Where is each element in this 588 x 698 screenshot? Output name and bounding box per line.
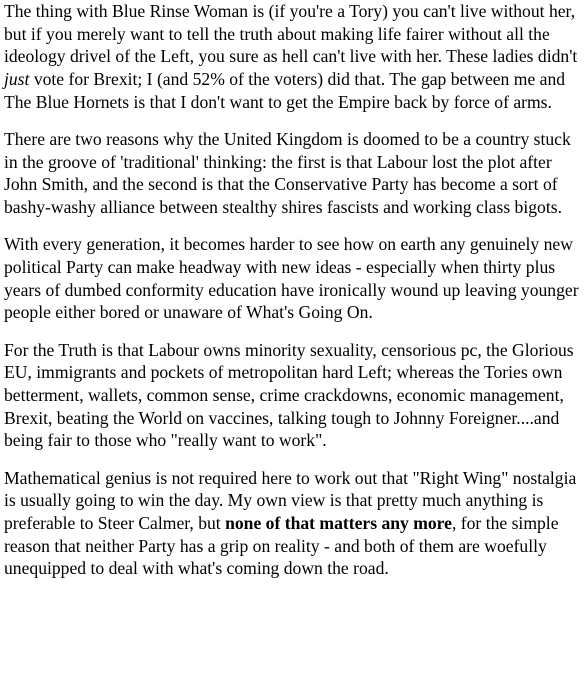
paragraph-5-bold: none of that matters any more xyxy=(225,513,452,534)
paragraph-5-text-a: Mathematical genius is not required here to work out that "Right Wing" nostalgia is usually going to win the day. My own view is that pretty much anything is preferable to Steer Calmer, but xyxy=(4,467,577,534)
paragraph-1 xyxy=(4,0,582,114)
paragraph-1-text-b: vote for Brexit; I (and 52% of the voters) did that. The gap between me and The Blue Hornets is that I don't want to get the Empire back by force of arms. xyxy=(4,69,566,112)
paragraph-3: With every generation, it becomes harder to see how on earth any genuinely new political Party can make headway with new ideas - especially when thirty plus years of dumbed conformity education have ironically wound up leaving younger people either bored or unaware of What's Going On. xyxy=(4,234,579,323)
paragraph-5-text-b: , for the simple reason that neither Party has a grip on reality - and both of them are woefully unequipped to deal with what's coming down the road. xyxy=(4,513,559,579)
paragraph-4: For the Truth is that Labour owns minority sexuality, censorious pc, the Glorious EU, immigrants and pockets of metropolitan hard Left; whereas the Tories own betterment, wallets, common sense, crime crackdowns, economic management, Brexit, beating the World on vaccines, talking tough to Johnny Foreigner....and being fair to those who "really want to work". xyxy=(4,339,574,451)
paragraph-5 xyxy=(4,467,582,581)
paragraph-1-emphasis: just xyxy=(4,69,30,90)
paragraph-2: There are two reasons why the United Kingdom is doomed to be a country stuck in the groove of 'traditional' thinking: the first is that Labour lost the plot after John Smith, and the second is that the Conservative Party has become a sort of bashy-washy alliance between stealthy shires fascists and working class bigots. xyxy=(4,129,571,218)
paragraph-1-text-a: The thing with Blue Rinse Woman is (if you're a Tory) you can't live without her, but if you merely want to tell the truth about making life fairer without all the ideology drivel of the Left, you sure as hell can't live with her. These ladies didn't xyxy=(4,1,578,67)
